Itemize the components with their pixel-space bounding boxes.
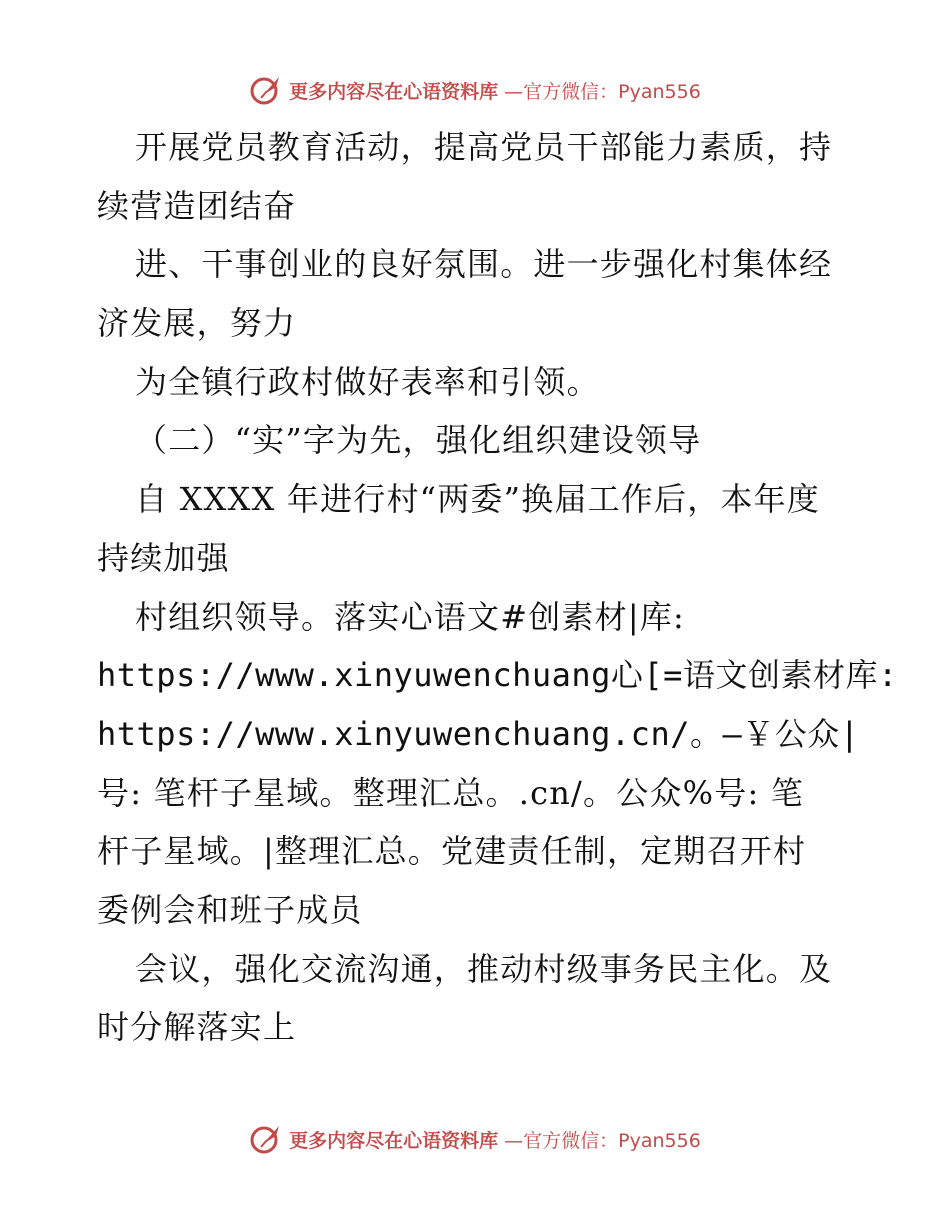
text-line: 自 XXXX 年进行村“两委”换届工作后，本年度 (135, 480, 820, 519)
text-line-url: https://www.xinyuwenchuang心[=语文创素材库: (97, 656, 898, 695)
text-line: 续营造团结奋 (97, 186, 297, 225)
text-line: 会议，强化交流沟通，推动村级事务民主化。及 (135, 949, 833, 988)
text-line-url: https://www.xinyuwenchuang.cn/。—￥公众| (97, 714, 860, 753)
quill-pen-circle-icon (249, 73, 283, 107)
text-line: 开展党员教育活动，提高党员干部能力素质，持 (135, 128, 833, 166)
text-line: 济发展，努力 (97, 304, 297, 343)
text-line: 进、干事创业的良好氛围。进一步强化村集体经 (135, 245, 833, 284)
text-line: 持续加强 (97, 538, 230, 577)
text-line: 为全镇行政村做好表率和引领。 (135, 362, 600, 401)
footer-banner (0, 1119, 950, 1159)
section-heading: （二）“实”字为先，强化组织建设领导 (135, 421, 702, 460)
text-line: 号: 笔杆子星域。整理汇总。.cn/。公众%号: 笔 (97, 773, 804, 812)
text-line: 村组织领导。落实心语文#创素材|库: (135, 597, 685, 636)
banner-title: 更多内容尽在心语资料库 (289, 1129, 499, 1152)
banner-wechat: —官方微信：Pyan556 (504, 80, 701, 103)
text-line: 委例会和班子成员 (97, 890, 363, 929)
document-body (97, 118, 898, 1057)
quill-pen-circle-icon (249, 1122, 283, 1156)
header-banner (0, 70, 950, 110)
text-line: 时分解落实上 (97, 1008, 297, 1047)
banner-title: 更多内容尽在心语资料库 (289, 80, 499, 103)
banner-wechat: —官方微信：Pyan556 (504, 1129, 701, 1152)
text-line: 杆子星域。|整理汇总。党建责任制，定期召开村 (97, 832, 807, 871)
